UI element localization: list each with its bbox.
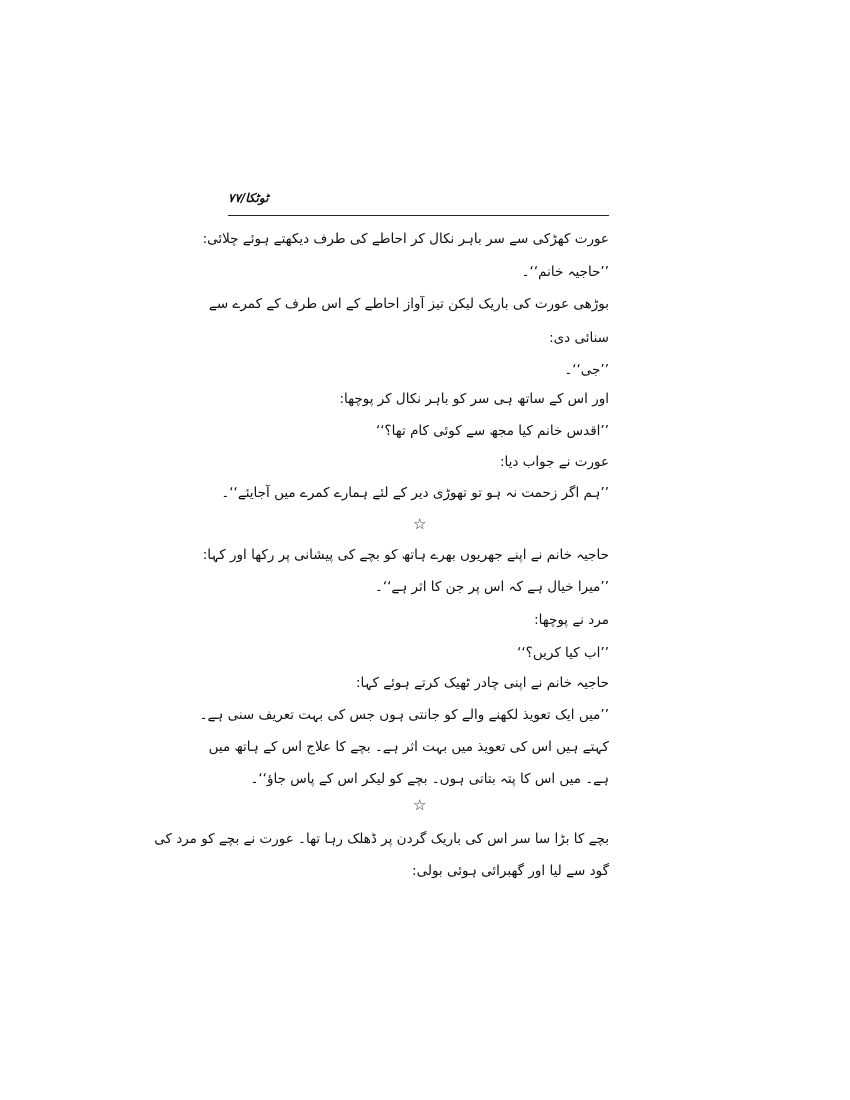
text-line: ہے۔ میں اس کا پتہ بتاتی ہوں۔ بچے کو لیکر اس کے پاس جاؤ‘‘۔ (250, 771, 609, 787)
text-line: کہتے ہیں اس کی تعویذ میں بہت اثر ہے۔ بچے کا علاج اس کے ہاتھ میں (208, 739, 609, 755)
text-line: ’’اب کیا کریں؟‘‘ (517, 645, 609, 661)
text-line: حاجیہ خانم نے اپنے جھریوں بھرے ہاتھ کو بچے کی پیشانی پر رکھا اور کہا: (202, 547, 609, 563)
section-separator-star: ☆ (413, 515, 427, 533)
header-rule (228, 215, 609, 216)
text-line: بوڑھی عورت کی باریک لیکن تیز آواز احاطے کے اس طرف کے کمرے سے (208, 296, 609, 312)
text-line: ’’ہم اگر زحمت نہ ہو تو تھوڑی دیر کے لئے ہمارے کمرے میں آجایئے‘‘۔ (221, 485, 609, 501)
running-head: ٹوٹکا/۷۷ (228, 191, 269, 205)
text-line: ’’حاجیہ خانم‘‘۔ (521, 264, 609, 280)
text-line: بچے کا بڑا سا سر اس کی باریک گردن پر ڈھلک رہا تھا۔ عورت نے بچے کو مرد کی (154, 831, 609, 847)
text-line: سنائی دی: (549, 330, 609, 346)
text-line: ’’میں ایک تعویذ لکھنے والے کو جانتی ہوں جس کی بہت تعریف سنی ہے۔ (199, 707, 609, 723)
text-line: عورت نے جواب دیا: (499, 454, 609, 470)
text-line: حاجیہ خانم نے اپنی چادر ٹھیک کرتے ہوئے کہا: (355, 675, 609, 691)
text-line: اور اس کے ساتھ ہی سر کو باہر نکال کر پوچھا: (339, 391, 609, 407)
text-line: مرد نے پوچھا: (534, 612, 609, 628)
text-line: عورت کھڑکی سے سر باہر نکال کر احاطے کی طرف دیکھتے ہوئے چلائی: (202, 231, 609, 247)
section-separator-star: ☆ (413, 796, 427, 814)
text-line: ’’میرا خیال ہے کہ اس پر جن کا اثر ہے‘‘۔ (374, 579, 609, 595)
text-line: ’’جی‘‘۔ (564, 362, 609, 378)
text-line: گود سے لیا اور گھبرائی ہوئی بولی: (412, 863, 609, 879)
text-line: ’’اقدس خانم کیا مجھ سے کوئی کام تھا؟‘‘ (375, 423, 609, 439)
